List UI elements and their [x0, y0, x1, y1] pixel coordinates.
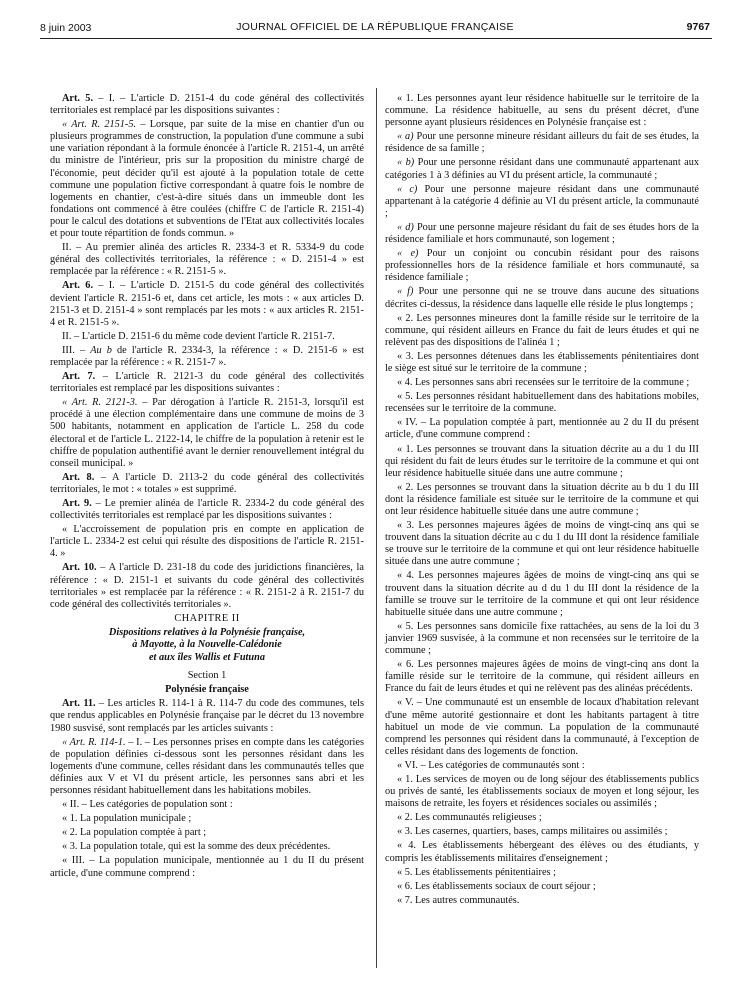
article-label: Art. 7.: [62, 371, 96, 383]
article-8: [50, 472, 364, 496]
article-label: Art. 11.: [62, 698, 96, 710]
section-heading: Section 1: [187, 670, 227, 682]
paragraph-text: de l'article R. 2334-3, la référence : « D. 2151-6 » est remplacée par la référence : « R. 2151-7 ».: [50, 344, 364, 368]
article-text: – I. – L'article D. 2151-5 du code général des collectivités devient l'article R. 2151-6 et, dans cet article, les mots : « aux articles D. 2151-3 et D. 2151-4 » sont remplacés par les mots : « aux articles R. 2151-4 et R. 2151-5 ».: [50, 280, 364, 328]
list-item: [385, 222, 699, 246]
article-text: – Les articles R. 114-1 à R. 114-7 du code des communes, tels que rendus applicables en Polynésie française par le décret du 13 novembre 1980 susvisé, sont remplacés par les articles suivants :: [50, 698, 365, 734]
article-7: [50, 371, 364, 395]
chapter-title-line: à Mayotte, à la Nouvelle-Calédonie: [132, 639, 282, 651]
list-item: « 3. Les personnes détenues dans les établissements pénitentiaires dont le siège est situé sur le territoire de la commune ;: [385, 350, 699, 374]
list-item: « 1. Les services de moyen ou de long séjour des établissements publics ou privés de santé, les établissements sociaux de moyen et long séjour, les maisons de retraite, les foyers et résidences sociales ou assimilés ;: [385, 773, 699, 810]
quote-label: « Art. R. 2151-5.: [62, 119, 137, 131]
list-item: [385, 286, 699, 310]
list-item: « 3. Les personnes majeures âgées de moins de vingt-cinq ans qui se trouvent dans la situation décrite au c du 1 du III dont la résidence familiale se trouve sur le territoire de la commune et qui ont leur résidence habituelle située dans une autre commune ;: [385, 520, 699, 568]
list-item: « 4. Les personnes majeures âgées de moins de vingt-cinq ans qui se trouvent dans la situation décrite au d du 1 du III dont la résidence de la famille se trouve sur le territoire de la commune et qui ont leur résidence habituelle située dans une autre commune ;: [385, 570, 699, 618]
list-item: [385, 131, 699, 155]
paragraph: « II. – Les catégories de population sont :: [62, 799, 233, 811]
chapter-title-line: Dispositions relatives à la Polynésie française,: [108, 626, 306, 638]
quote-text: – I. – Les personnes prises en compte dans les catégories de population définies ci-dessous sont les personnes résidant dans les logements d'une commune, celles résidant dans les communautés telles que définies aux V et VI du présent article, les personnes sans abri et les personnes résidant habituellement dans les habitations mobiles.: [50, 736, 364, 796]
paragraph: « 1. Les personnes ayant leur résidence habituelle sur le territoire de la commune. La résidence habituelle, au sens du présent décret, d'une personne ayant plusieurs résidences en Polynésie française est :: [385, 93, 699, 129]
article-6-iii: [50, 345, 364, 369]
list-item: « 3. Les casernes, quartiers, bases, camps militaires ou assimilés ;: [397, 826, 668, 838]
list-item: « 5. Les personnes sans domicile fixe rattachées, au sens de la loi du 3 janvier 1969 susvisée, à la commune et non recensées sur le territoire de la commune ;: [385, 620, 699, 657]
item-marker: « d): [397, 221, 414, 233]
article-text: – A l'article D. 231-18 du code des juridictions financières, la référence : « D. 2151-1 et suivants du code général des collectivités territoriales » est remplacée par la référence : « R. 2151-2 à R. 2151-7 du code général des collectivités territoriales ».: [50, 562, 364, 610]
paragraph: « V. – Une communauté est un ensemble de locaux d'habitation relevant d'une même autorité gestionnaire et dont les habitants partagent à titre habituel un mode de vie commun. La population de la communauté comprend les personnes qui résident dans la communauté, à l'exception de celles résidant dans des logements de fonction.: [385, 697, 699, 757]
list-item: « 4. Les établissements hébergeant des élèves ou des étudiants, y compris les établissements militaires d'enseignement ;: [385, 840, 699, 864]
header-rule: [40, 38, 712, 39]
article-label: Art. 5.: [62, 93, 94, 104]
right-column: [385, 93, 699, 909]
article-10: [50, 562, 364, 610]
article-label: Art. 10.: [62, 562, 97, 574]
page-number: 9767: [686, 21, 710, 33]
list-item: [385, 157, 699, 181]
quote-label: « Art. R. 2121-3.: [62, 397, 138, 409]
paragraph-number: III. –: [62, 344, 91, 356]
item-text: Pour une personne majeure résidant dans une communauté appartenant à la catégorie 4 définie au VI du présent article, la communauté ;: [385, 183, 699, 219]
list-item: « 7. Les autres communautés.: [397, 894, 520, 906]
paragraph: « VI. – Les catégories de communautés sont :: [397, 759, 585, 771]
item-text: Pour une personne mineure résidant ailleurs du fait de ses études, la résidence de sa famille ;: [385, 131, 699, 155]
article-11: [50, 698, 364, 734]
journal-title: JOURNAL OFFICIEL DE LA RÉPUBLIQUE FRANÇAISE: [236, 21, 514, 33]
item-text: Pour un conjoint ou concubin résidant pour des raisons professionnelles hors de la résidence familiale et hors communauté, sa résidence familiale ;: [385, 248, 699, 284]
article-text: – I. – L'article D. 2151-4 du code général des collectivités territoriales est remplacé par les dispositions suivantes :: [50, 93, 364, 117]
article-7-quote: [50, 397, 364, 470]
quote-label: « Art. R. 114-1.: [62, 736, 126, 748]
article-label: Art. 8.: [62, 471, 95, 483]
list-item: « 2. Les communautés religieuses ;: [397, 812, 542, 824]
article-11-quote: [50, 737, 364, 797]
column-divider: [376, 88, 377, 968]
item-marker: « f): [397, 286, 414, 298]
list-item: « 2. Les personnes mineures dont la famille réside sur le territoire de la commune, qui résident ailleurs en France du fait de leurs études et qui ne relèvent pas des dispositions de l'alinéa 1 ;: [385, 312, 699, 348]
list-item: « 2. La population comptée à part ;: [62, 827, 207, 839]
item-text: Pour une personne résidant dans une communauté appartenant aux catégories 1 à 3 définies au VI du présent article, la communauté ;: [385, 157, 699, 181]
article-5: [50, 93, 364, 117]
list-item: « 4. Les personnes sans abri recensées sur le territoire de la commune ;: [397, 377, 690, 389]
list-item: « 2. Les personnes se trouvant dans la situation décrite au b du 1 du III dont la résidence familiale est située sur le territoire de la commune et qui ont leur résidence habituelle située dans une autre commune ;: [385, 481, 699, 517]
emphasis-text: Au b: [90, 344, 112, 356]
article-9-quote: « L'accroissement de population pris en compte en application de l'article L. 2334-2 est celui qui résulte des dispositions de l'article R. 2151-4. »: [50, 524, 364, 560]
list-item: « 5. Les établissements pénitentiaires ;: [397, 866, 556, 878]
item-marker: « e): [397, 248, 419, 260]
list-item: [385, 248, 699, 284]
item-text: Pour une personne qui ne se trouve dans aucune des situations décrites ci-dessus, la résidence dans laquelle elle réside le plus longtemps ;: [385, 286, 700, 310]
article-5-quote: [50, 119, 364, 240]
item-marker: « a): [397, 131, 414, 143]
article-text: – A l'article D. 2113-2 du code général des collectivités territoriales, le mot : « totales » est supprimé.: [50, 471, 365, 495]
chapter-title-line: et aux îles Wallis et Futuna: [148, 651, 266, 663]
list-item: « 1. La population municipale ;: [62, 813, 192, 825]
article-label: Art. 6.: [62, 280, 94, 292]
paragraph: « III. – La population municipale, mentionnée au 1 du II du présent article, d'une commune comprend :: [50, 855, 364, 879]
list-item: « 3. La population totale, qui est la somme des deux précédentes.: [62, 841, 331, 853]
quote-text: – Par dérogation à l'article R. 2151-3, lorsqu'il est procédé à une élection complémentaire dans une commune de moins de 3 500 habitants, notamment en application de l'article L. 258 du code électoral et de l'article L. 2122-14, le chiffre de la population à retenir est le chiffre de population authentifié avant le dernier renouvellement intégral du conseil municipal. »: [50, 397, 364, 469]
article-text: – L'article R. 2121-3 du code général des collectivités territoriales est remplacé par les dispositions suivantes :: [50, 371, 364, 395]
article-6-ii: II. – L'article D. 2151-6 du même code devient l'article R. 2151-7.: [62, 330, 335, 342]
article-label: Art. 9.: [62, 498, 92, 509]
chapter-title: [50, 627, 364, 664]
header-date: 8 juin 2003: [40, 22, 92, 34]
paragraph: « IV. – La population comptée à part, mentionnée au 2 du II du présent article, d'une commune comprend :: [385, 417, 699, 441]
left-column: [50, 93, 364, 882]
item-marker: « b): [397, 157, 415, 169]
chapter-heading: CHAPITRE II: [174, 612, 240, 624]
list-item: [385, 184, 699, 220]
item-text: Pour une personne majeure résidant du fait de ses études hors de la résidence familiale et hors communauté, son logement ;: [385, 221, 699, 246]
article-5-ii: II. – Au premier alinéa des articles R. 2334-3 et R. 5334-9 du code général des collectivités territoriales, la référence : « D. 2151-4 » est remplacée par la référence : « R. 2151-5 ».: [50, 242, 364, 278]
page-header: [40, 18, 710, 38]
item-marker: « c): [397, 183, 418, 195]
list-item: « 1. Les personnes se trouvant dans la situation décrite au a du 1 du III qui résident du fait de leurs études sur le territoire de la commune et qui ont leur résidence habituelle située dans une autre commune ;: [385, 443, 699, 479]
list-item: « 6. Les établissements sociaux de court séjour ;: [397, 880, 596, 892]
article-6: [50, 280, 364, 328]
subsection-heading: Polynésie française: [165, 684, 249, 696]
article-text: – Le premier alinéa de l'article R. 2334-2 du code général des collectivités territoriales est remplacé par les dispositions suivantes :: [50, 498, 364, 522]
quote-text: – Lorsque, par suite de la mise en chantier d'un ou plusieurs programmes de construction, la population d'une commune a subi une variation répondant à la formule énoncée à l'article R. 2151-4, un arrêté du ministre de l'intérieur, pris sur la proposition du ministre chargé de l'économie, peut décider qu'il est ajouté à la population totale de cette commune une population fictive correspondant à quatre fois le nombre de logements en chantier, c'est-à-dire situés dans un immeuble dont les fondations ont commencé à être coulées (chiffre C de l'article R. 2151-4) pour le calcul des dotations et subventions de l'Etat aux collectivités locales et pour toute répartition de fonds commun. »: [50, 119, 365, 240]
list-item: « 5. Les personnes résidant habituellement dans des habitations mobiles, recensées sur le territoire de la commune.: [385, 391, 699, 415]
list-item: « 6. Les personnes majeures âgées de moins de vingt-cinq ans dont la famille réside sur le territoire de la commune, qui résident ailleurs en France du fait de leurs études et qui ne relèvent pas des alinéas précédents.: [385, 659, 699, 695]
article-9: [50, 498, 364, 522]
